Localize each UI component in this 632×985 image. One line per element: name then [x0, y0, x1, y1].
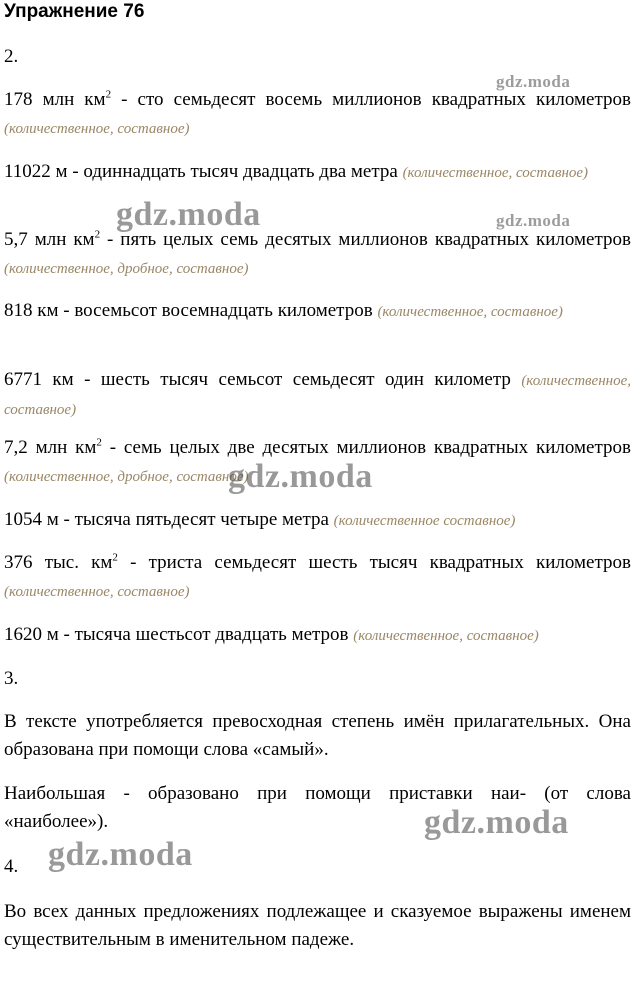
entry-note: (количественное, составное) [353, 628, 539, 644]
entry-note: (количественное, дробное, составное) [4, 469, 249, 485]
entry-note: (количественное, составное) [4, 584, 190, 600]
entry-note: (количественное, составное) [377, 304, 563, 320]
entry-text: 5,7 млн км [4, 229, 95, 250]
superscript: 2 [112, 551, 118, 564]
entry-text: 818 км - восемьсот восемнадцать километров [4, 300, 378, 321]
entry-note: (количественное, составное) [4, 373, 631, 418]
entry-text-tail: - триста семьдесят шесть тысяч квадратных километров [117, 552, 631, 573]
watermark-logo: gdz.moda [496, 72, 571, 91]
watermark-logo: gdz.moda [424, 804, 569, 841]
entry-text-tail: - пять целых семь десятых миллионов квадратных километров [100, 229, 631, 250]
section-number-4: 4. [4, 856, 19, 877]
superscript: 2 [105, 88, 112, 101]
section-number-3: 3. [4, 668, 19, 689]
number-entry-1 [4, 86, 631, 143]
number-entry-8 [4, 549, 631, 606]
section-number-2: 2. [4, 46, 19, 67]
superscript: 2 [94, 228, 101, 241]
paragraph-4: Во всех данных предложениях подлежащее и сказуемое выражены именем существительным в именительном падеже. [4, 901, 631, 950]
entry-text: 7,2 млн км [4, 437, 97, 458]
superscript: 2 [96, 436, 102, 449]
number-entry-5 [4, 366, 631, 424]
entry-text: 6771 км - шесть тысяч семьсот семьдесят один километр [4, 369, 522, 390]
watermark-logo: gdz.moda [496, 211, 571, 230]
exercise-title: Упражнение 76 [4, 1, 145, 22]
entry-note: (количественное составное) [333, 513, 516, 529]
number-entry-9 [4, 621, 631, 650]
watermark-logo: gdz.moda [228, 458, 373, 495]
entry-note: (количественное, составное) [402, 165, 589, 181]
entry-note: (количественное, дробное, составное) [4, 261, 249, 277]
paragraph-3a: В тексте употребляется превосходная степень имён прилагательных. Она образована при помощи слова «самый». [4, 711, 631, 760]
number-entry-4 [4, 297, 631, 326]
entry-text-tail: - семь целых две десятых миллионов квадратных километров [101, 437, 631, 458]
number-entry-2 [4, 158, 631, 187]
watermark-logo: gdz.moda [116, 196, 261, 233]
entry-text: 1054 м - тысяча пятьдесят четыре метра [4, 509, 334, 530]
entry-text: 376 тыс. км [4, 552, 113, 573]
watermark-logo: gdz.moda [48, 836, 193, 873]
entry-text: 11022 м - одиннадцать тысяч двадцать два метра [4, 161, 403, 182]
number-entry-3 [4, 226, 631, 283]
paragraph-3b: Наибольшая - образовано при помощи приставки наи- (от слова «наиболее»). [4, 783, 631, 832]
entry-note: (количественное, составное) [4, 121, 190, 137]
entry-text-tail: - сто семьдесят восемь миллионов квадратных километров [111, 89, 631, 110]
entry-text: 178 млн км [4, 89, 106, 110]
number-entry-7 [4, 506, 631, 535]
entry-text: 1620 м - тысяча шестьсот двадцать метров [4, 624, 354, 645]
number-entry-6 [4, 434, 631, 491]
